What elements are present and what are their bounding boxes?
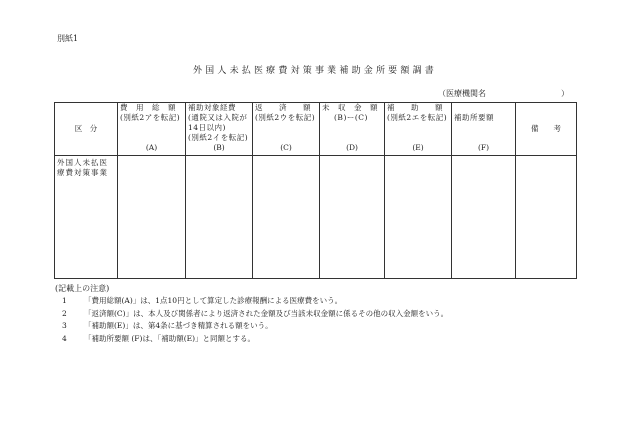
- note-number: 4: [62, 334, 67, 343]
- remarks-header: [516, 103, 577, 156]
- note-item: [62, 295, 342, 306]
- note-item: [62, 320, 273, 331]
- institution-label: （医療機関名: [438, 89, 486, 98]
- note-number: 1: [62, 296, 67, 305]
- note-item: [62, 308, 448, 319]
- document-title: 外国人未払医療費対策事業補助金所要額調書: [192, 66, 437, 76]
- col-e-line-1: 補 助 額: [387, 103, 443, 112]
- col-subsidy: [385, 103, 452, 156]
- note-number: 2: [62, 309, 67, 318]
- notes-heading: (記載上の注意): [55, 284, 110, 293]
- row-label-cell: [55, 156, 118, 279]
- col-c-line-2: (別紙2ウを転記): [255, 113, 316, 122]
- attachment-label: 別紙1: [57, 34, 79, 43]
- note-item: [62, 333, 255, 344]
- note-text: 「補助額(E)」は、第4条に基づき精算される額をいう。: [84, 321, 273, 330]
- col-a-code: (A): [145, 143, 158, 152]
- header-row: [55, 103, 577, 156]
- col-d-line-2: (B)ー(C): [334, 113, 368, 122]
- col-b-line-3: 14日以内): [188, 123, 226, 132]
- cell-e[interactable]: [385, 156, 452, 279]
- col-a-line-1: 費 用 総 額: [120, 103, 176, 112]
- cell-f[interactable]: [452, 156, 516, 279]
- remarks-header-label: 備 考: [531, 124, 561, 133]
- division-header: [55, 103, 118, 156]
- table-row: [55, 156, 577, 279]
- funding-table: [54, 102, 577, 279]
- col-f-code: (F): [477, 143, 490, 152]
- cell-c[interactable]: [253, 156, 320, 279]
- cell-a[interactable]: [118, 156, 186, 279]
- col-e-code: (E): [412, 143, 424, 152]
- col-b-line-1: 補助対象経費: [188, 103, 236, 112]
- institution-close-paren: ）: [561, 89, 569, 98]
- col-e-line-2: (別紙2エを転記): [387, 113, 448, 122]
- note-text: 「返済額(C)」は、本人及び関係者により返済された金額及び当該未収金額に係るその他の収入金額をいう。: [84, 309, 449, 318]
- col-repayment: [253, 103, 320, 156]
- note-text: 「費用総額(A)」は、1点10円として算定した診療報酬による医療費をいう。: [84, 296, 343, 305]
- row-label: 外国人未払医療費対策事業: [57, 158, 108, 177]
- col-uncollected: [320, 103, 385, 156]
- col-required: [452, 103, 516, 156]
- cell-b[interactable]: [186, 156, 253, 279]
- col-eligible-expense: [186, 103, 253, 156]
- col-d-line-1: 未 収 金 額: [322, 103, 378, 112]
- division-header-label: 区 分: [74, 124, 98, 133]
- col-c-code: (C): [280, 143, 292, 152]
- note-number: 3: [62, 321, 67, 330]
- cell-remarks[interactable]: [516, 156, 577, 279]
- col-f-line-1: 補助所要額: [454, 113, 494, 122]
- col-a-line-2: (別紙2アを転記): [120, 113, 181, 122]
- col-d-code: (D): [346, 143, 358, 152]
- cell-d[interactable]: [320, 156, 385, 279]
- note-text: 「補助所要額 (F)は、「補助額(E)」と同額とする。: [84, 334, 256, 343]
- col-c-line-1: 返 済 額: [255, 103, 311, 112]
- col-b-code: (B): [213, 143, 225, 152]
- col-b-line-2: (通院又は入院が: [188, 113, 248, 122]
- col-total-cost: [118, 103, 186, 156]
- col-b-line-4: (別紙2イを転記): [188, 133, 249, 142]
